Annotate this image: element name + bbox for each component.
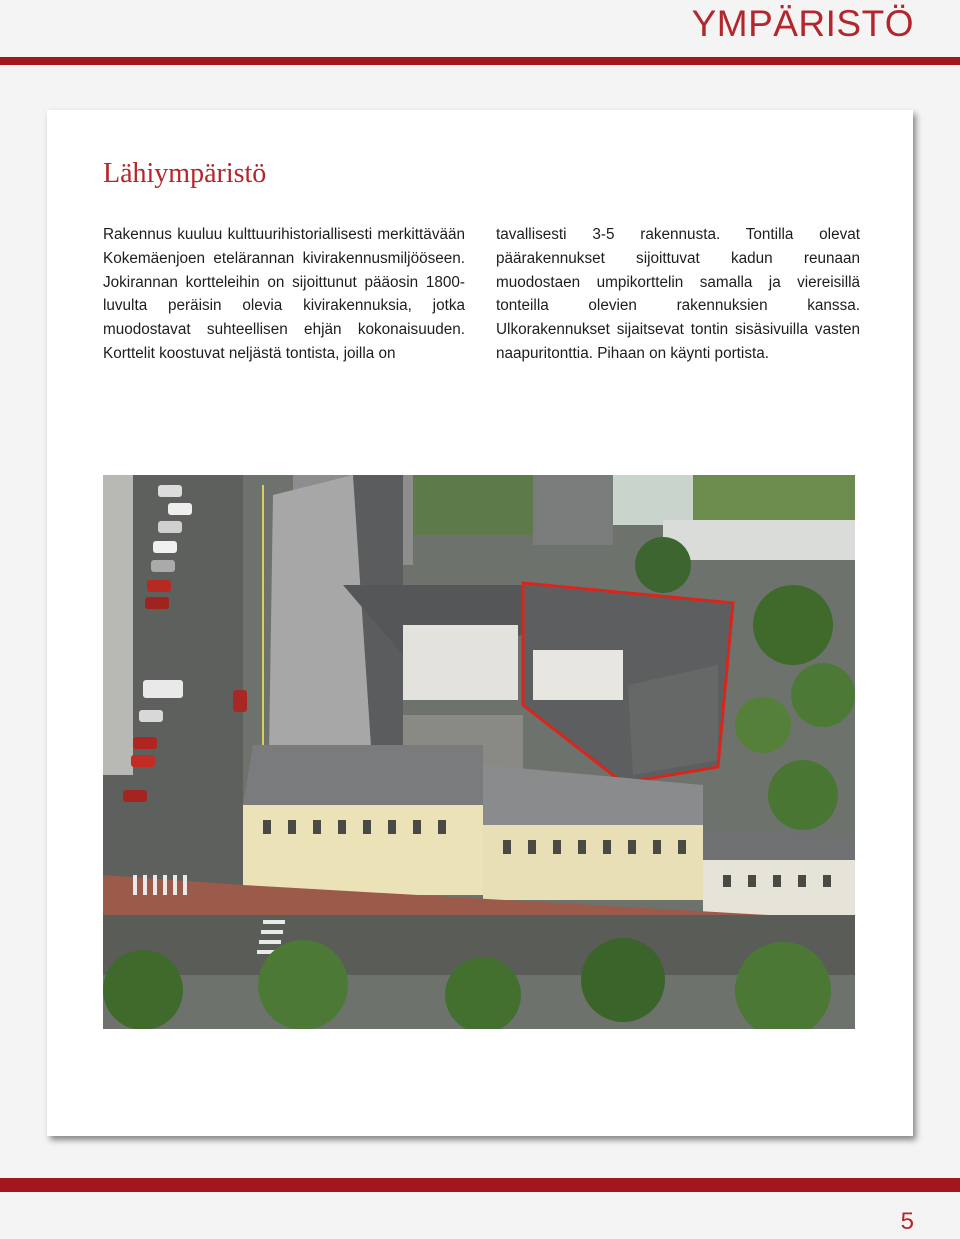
page-number: 5 <box>900 1208 914 1235</box>
section-title: YMPÄRISTÖ <box>691 3 914 44</box>
text-column-right: tavallisesti 3-5 rakennusta. Tontilla olevat päärakennukset sijoittuvat kadun reunaan muodostaen umpikorttelin samalla ja viereisillä tonteilla olevien rakennuksien kanssa. Ulkorakennukset sijaitsevat tontin sisäsivuilla vasten naapuritonttia. Pihaan on käynti portista. <box>496 226 860 362</box>
text-column-left: Rakennus kuuluu kulttuurihistoriallisesti merkittävään Kokemäenjoen etelärannan kivirakennusmiljööseen. Jokirannan kortteleihin on sijoittunut pääosin 1800-luvulta peräisin olevia kivirakennuksia, jotka muodostavat suhteellisen ehjän kokonaisuuden. Korttelit koostuvat neljästä tontista, joilla on <box>103 226 465 362</box>
bottom-rule <box>0 1178 960 1192</box>
aerial-photo <box>103 475 855 1029</box>
page-title: Lähiympäristö <box>103 158 267 189</box>
content-card <box>47 110 913 1136</box>
top-rule <box>0 57 960 65</box>
